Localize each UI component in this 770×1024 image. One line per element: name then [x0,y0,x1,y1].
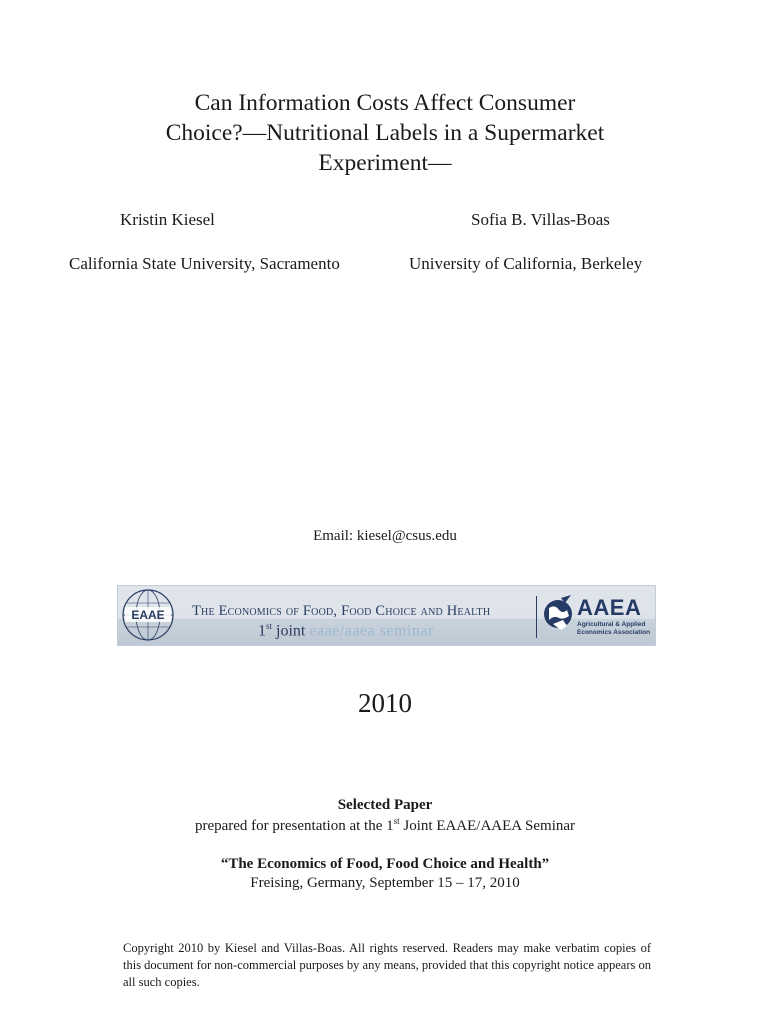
paper-title [0,88,770,178]
seminar-banner [117,585,656,646]
banner-subtitle: 1st joint eaae/aaea seminar [258,621,434,640]
svg-text:EAAE: EAAE [131,608,165,622]
contact-email: Email: kiesel@csus.edu [313,528,457,544]
selected-paper-description: prepared for presentation at the 1st Joint EAAE/AAEA Seminar [194,816,576,834]
seminar-location-date: Freising, Germany, September 15 – 17, 2010 [250,875,520,891]
copyright-notice: Copyright 2010 by Kiesel and Villas-Boas. All rights reserved. Readers may make verbatim copies of this document for non-commercial purposes by any means, provided that this copyright notice appears on all such copies. [123,941,651,989]
aaea-logo-text: AAEA [577,595,642,620]
title-line-1: Can Information Costs Affect Consumer [194,90,576,116]
banner-title: The Economics of Food, Food Choice and Health [192,603,491,619]
author-name-1: Kristin Kiesel [120,210,215,229]
banner-divider [536,596,537,638]
author-affiliation-1: California State University, Sacramento [69,254,340,273]
publication-year: 2010 [358,688,412,718]
title-line-2: Choice?—Nutritional Labels in a Supermarket [165,120,605,146]
aaea-globe-icon [541,594,575,638]
title-line-3: Experiment— [318,150,452,176]
author-name-2: Sofia B. Villas-Boas [471,210,610,229]
seminar-name: “The Economics of Food, Food Choice and Health” [220,856,550,872]
selected-paper-heading: Selected Paper [337,797,433,813]
author-affiliation-2: University of California, Berkeley [409,254,643,273]
aaea-logo-subtitle: Agricultural & Applied Economics Association [577,621,651,636]
eaae-globe-logo [120,588,176,643]
